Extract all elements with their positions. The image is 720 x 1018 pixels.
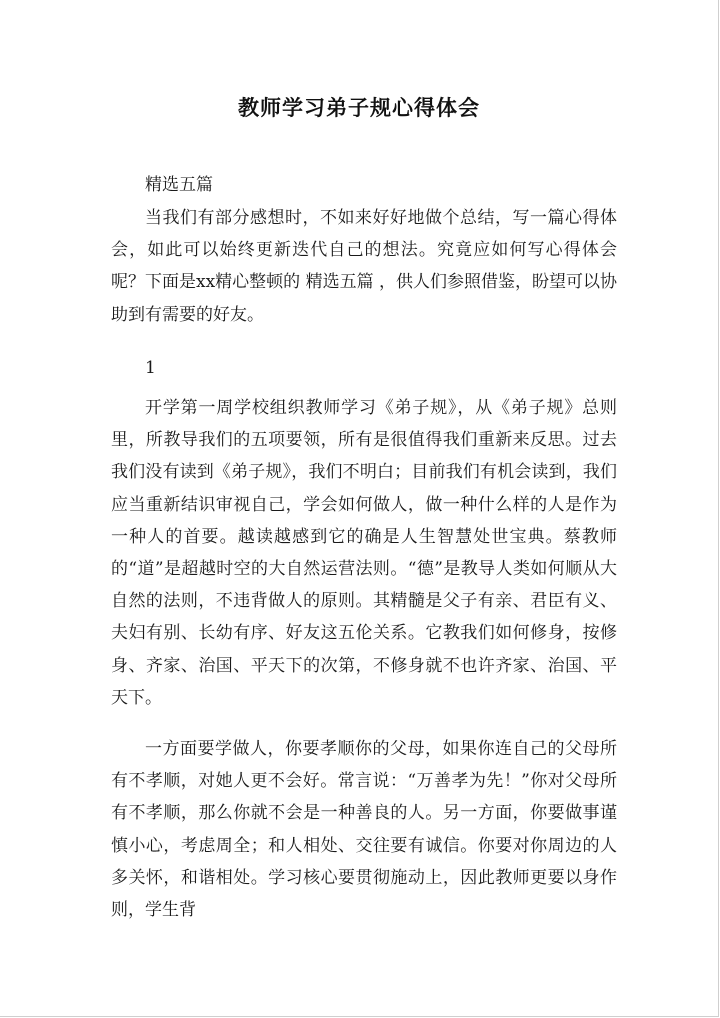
body-paragraph: 一方面要学做人，你要孝顺你的父母，如果你连自己的父母所有不孝顺，对她人更不会好。常言说：“万善孝为先！”你对父母所有不孝顺，那么你就不会是一种善良的人。另一方面，你要做事谨慎小心，考虑周全；和人相处、交往要有诚信。你要对你周边的人多关怀，和谐相处。学习核心要贯彻施动上，因此教师更要以身作则，学生背 [111,739,617,921]
subtitle: 精选五篇 [145,175,213,195]
body-paragraph: 开学第一周学校组织教师学习《弟子规》，从《弟子规》总则里，所教导我们的五项要领，所有是很值得我们重新来反思。过去我们没有读到《弟子规》，我们不明白；目前我们有机会读到，我们应当重新结识审视自己，学会如何做人，做一种什么样的人是作为一种人的首要。越读越感到它的确是人生智慧处世宝典。蔡教师的“道”是超越时空的大自然运营法则。“德”是教导人类如何顺从大自然的法则，不违背做人的原则。其精髓是父子有亲、君臣有义、夫妇有别、长幼有序、好友这五伦关系。它教我们如何修身，按修身、齐家、治国、平天下的次第，不修身就不也许齐家、治国、平天下。 [111,398,617,708]
document-title: 教师学习弟子规心得体会 [238,95,480,120]
section-number: 1 [145,358,156,378]
intro-paragraph: 当我们有部分感想时，不如来好好地做个总结，写一篇心得体会，如此可以始终更新迭代自己的想法。究竟应如何写心得体会呢？下面是xx精心整顿的 精选五篇 ，供人们参照借鉴，盼望可以协助到有需要的好友。 [111,208,617,325]
